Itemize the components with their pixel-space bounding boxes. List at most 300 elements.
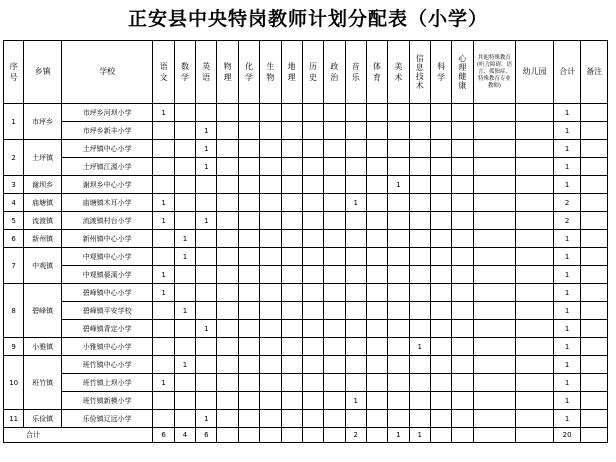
allocation-table <box>3 40 608 443</box>
count-cell <box>473 302 516 320</box>
count-cell <box>238 176 259 194</box>
count-cell <box>153 176 174 194</box>
count-cell: 1 <box>553 104 580 122</box>
count-cell <box>516 176 554 194</box>
count-cell <box>281 104 302 122</box>
table-row <box>4 392 608 410</box>
school-cell: 小雅镇中心小学 <box>61 338 153 356</box>
total-cell: 1 <box>409 428 430 443</box>
count-cell: 1 <box>553 320 580 338</box>
school-cell: 土坪镇江源小学 <box>61 158 153 176</box>
town-cell: 乐俭镇 <box>24 410 62 428</box>
count-cell <box>260 374 281 392</box>
count-cell <box>516 104 554 122</box>
count-cell <box>516 302 554 320</box>
count-cell <box>473 230 516 248</box>
count-cell <box>238 104 259 122</box>
count-cell <box>409 140 430 158</box>
count-cell <box>281 176 302 194</box>
count-cell <box>409 356 430 374</box>
count-cell <box>281 284 302 302</box>
count-cell <box>366 266 387 284</box>
table-row <box>4 284 608 302</box>
count-cell <box>366 194 387 212</box>
count-cell <box>238 338 259 356</box>
count-cell <box>388 194 409 212</box>
count-cell <box>473 194 516 212</box>
table-row <box>4 230 608 248</box>
count-cell <box>217 212 238 230</box>
table-row <box>4 212 608 230</box>
count-cell <box>452 410 473 428</box>
count-cell <box>153 230 174 248</box>
count-cell <box>388 320 409 338</box>
count-cell <box>581 320 608 338</box>
count-cell <box>473 140 516 158</box>
count-cell: 1 <box>409 338 430 356</box>
count-cell <box>409 392 430 410</box>
count-cell <box>473 248 516 266</box>
count-cell <box>174 374 195 392</box>
count-cell <box>174 284 195 302</box>
count-cell <box>153 320 174 338</box>
count-cell <box>388 410 409 428</box>
town-cell: 谢坝乡 <box>24 176 62 194</box>
total-cell: 6 <box>196 428 217 443</box>
count-cell <box>430 320 451 338</box>
count-cell <box>388 104 409 122</box>
total-cell: 20 <box>553 428 580 443</box>
count-cell: 1 <box>174 302 195 320</box>
count-cell <box>516 248 554 266</box>
count-cell <box>238 230 259 248</box>
school-cell: 流渡镇村台小学 <box>61 212 153 230</box>
count-cell <box>217 140 238 158</box>
total-cell <box>260 428 281 443</box>
count-cell <box>345 284 366 302</box>
count-cell <box>302 374 323 392</box>
count-cell <box>324 230 345 248</box>
count-cell <box>345 410 366 428</box>
count-cell <box>196 104 217 122</box>
count-cell <box>153 302 174 320</box>
count-cell <box>260 284 281 302</box>
count-cell <box>366 104 387 122</box>
school-cell: 市坪乡新丰小学 <box>61 122 153 140</box>
school-cell: 碧峰镇青定小学 <box>61 320 153 338</box>
count-cell <box>302 356 323 374</box>
count-cell <box>409 410 430 428</box>
seq-cell: 1 <box>4 104 24 140</box>
total-row <box>4 428 608 443</box>
count-cell <box>174 158 195 176</box>
count-cell <box>388 338 409 356</box>
count-cell <box>452 266 473 284</box>
count-cell <box>452 122 473 140</box>
table-row <box>4 248 608 266</box>
seq-cell: 6 <box>4 230 24 248</box>
school-cell: 碧峰镇中心小学 <box>61 284 153 302</box>
header-subject: 化学 <box>238 41 259 104</box>
count-cell <box>452 374 473 392</box>
count-cell <box>153 338 174 356</box>
count-cell <box>581 302 608 320</box>
count-cell <box>345 104 366 122</box>
count-cell: 1 <box>553 140 580 158</box>
table-row <box>4 194 608 212</box>
count-cell <box>366 212 387 230</box>
header-remark: 备注 <box>581 41 608 104</box>
count-cell <box>238 122 259 140</box>
header-subject: 语文 <box>153 41 174 104</box>
count-cell <box>430 140 451 158</box>
count-cell <box>260 230 281 248</box>
total-cell <box>516 428 554 443</box>
count-cell <box>452 194 473 212</box>
table-row <box>4 176 608 194</box>
seq-cell: 4 <box>4 194 24 212</box>
count-cell <box>452 302 473 320</box>
count-cell <box>581 230 608 248</box>
count-cell <box>581 284 608 302</box>
count-cell <box>430 122 451 140</box>
count-cell <box>388 266 409 284</box>
count-cell: 1 <box>553 392 580 410</box>
count-cell: 1 <box>153 266 174 284</box>
count-cell: 1 <box>553 230 580 248</box>
count-cell <box>409 158 430 176</box>
count-cell <box>217 194 238 212</box>
school-cell: 班竹镇上坝小学 <box>61 374 153 392</box>
count-cell <box>581 338 608 356</box>
count-cell <box>217 248 238 266</box>
count-cell <box>238 392 259 410</box>
count-cell <box>452 176 473 194</box>
count-cell <box>260 266 281 284</box>
school-cell: 市坪乡河坝小学 <box>61 104 153 122</box>
header-subject: 历史 <box>302 41 323 104</box>
total-label: 合计 <box>4 428 153 443</box>
count-cell <box>238 140 259 158</box>
header-kindergarten: 幼儿园 <box>516 41 554 104</box>
header-subject: 信息技术 <box>409 41 430 104</box>
count-cell: 1 <box>196 410 217 428</box>
count-cell <box>324 284 345 302</box>
count-cell: 1 <box>553 338 580 356</box>
count-cell <box>516 356 554 374</box>
total-cell <box>581 428 608 443</box>
total-cell <box>430 428 451 443</box>
count-cell <box>324 158 345 176</box>
count-cell <box>238 248 259 266</box>
count-cell <box>452 158 473 176</box>
count-cell <box>581 392 608 410</box>
header-subject: 美术 <box>388 41 409 104</box>
count-cell <box>366 230 387 248</box>
count-cell <box>452 392 473 410</box>
table-row <box>4 320 608 338</box>
count-cell <box>581 212 608 230</box>
count-cell <box>238 356 259 374</box>
count-cell: 1 <box>553 122 580 140</box>
total-cell: 1 <box>388 428 409 443</box>
count-cell <box>388 140 409 158</box>
count-cell <box>473 392 516 410</box>
school-cell: 碧峰镇平安学校 <box>61 302 153 320</box>
count-cell <box>366 320 387 338</box>
count-cell: 1 <box>553 158 580 176</box>
count-cell <box>516 320 554 338</box>
count-cell <box>238 194 259 212</box>
count-cell <box>324 266 345 284</box>
count-cell <box>302 302 323 320</box>
count-cell <box>174 140 195 158</box>
school-cell: 庙塘镇木耳小学 <box>61 194 153 212</box>
count-cell <box>217 356 238 374</box>
count-cell: 1 <box>553 410 580 428</box>
header-subject: 生物 <box>260 41 281 104</box>
count-cell <box>153 410 174 428</box>
count-cell <box>388 230 409 248</box>
school-cell: 中观镇中心小学 <box>61 248 153 266</box>
count-cell <box>430 104 451 122</box>
count-cell <box>516 374 554 392</box>
count-cell <box>281 194 302 212</box>
count-cell <box>238 284 259 302</box>
count-cell <box>452 248 473 266</box>
count-cell <box>217 302 238 320</box>
count-cell <box>581 176 608 194</box>
count-cell <box>452 338 473 356</box>
count-cell <box>409 212 430 230</box>
count-cell <box>581 122 608 140</box>
count-cell <box>430 410 451 428</box>
count-cell: 1 <box>553 374 580 392</box>
table-row <box>4 302 608 320</box>
count-cell <box>281 410 302 428</box>
count-cell <box>260 122 281 140</box>
header-subject: 物理 <box>217 41 238 104</box>
count-cell <box>345 266 366 284</box>
count-cell <box>281 230 302 248</box>
header-subject: 数学 <box>174 41 195 104</box>
count-cell <box>217 176 238 194</box>
count-cell <box>366 122 387 140</box>
count-cell <box>345 230 366 248</box>
count-cell <box>366 140 387 158</box>
count-cell <box>581 194 608 212</box>
count-cell <box>238 212 259 230</box>
count-cell <box>153 356 174 374</box>
count-cell <box>452 212 473 230</box>
count-cell <box>174 392 195 410</box>
count-cell <box>324 320 345 338</box>
header-subject: 地理 <box>281 41 302 104</box>
count-cell <box>196 266 217 284</box>
town-cell: 市坪乡 <box>24 104 62 140</box>
header-school: 学校 <box>61 41 153 104</box>
count-cell <box>388 122 409 140</box>
count-cell <box>345 140 366 158</box>
count-cell <box>302 338 323 356</box>
count-cell <box>153 122 174 140</box>
count-cell <box>260 158 281 176</box>
total-cell: 6 <box>153 428 174 443</box>
count-cell: 1 <box>345 194 366 212</box>
count-cell <box>473 338 516 356</box>
count-cell <box>153 140 174 158</box>
count-cell <box>473 176 516 194</box>
count-cell <box>281 356 302 374</box>
count-cell <box>174 176 195 194</box>
count-cell <box>516 230 554 248</box>
count-cell <box>174 194 195 212</box>
count-cell <box>217 122 238 140</box>
count-cell <box>409 320 430 338</box>
count-cell <box>302 230 323 248</box>
count-cell <box>238 302 259 320</box>
count-cell <box>196 392 217 410</box>
table-row <box>4 158 608 176</box>
header-subject: 英语 <box>196 41 217 104</box>
count-cell <box>430 230 451 248</box>
count-cell <box>260 194 281 212</box>
count-cell <box>366 176 387 194</box>
total-cell <box>238 428 259 443</box>
count-cell <box>260 338 281 356</box>
count-cell <box>581 140 608 158</box>
count-cell <box>430 176 451 194</box>
count-cell <box>174 410 195 428</box>
count-cell <box>302 266 323 284</box>
count-cell <box>302 410 323 428</box>
count-cell: 1 <box>553 176 580 194</box>
count-cell <box>409 284 430 302</box>
total-cell <box>452 428 473 443</box>
count-cell: 1 <box>553 356 580 374</box>
count-cell <box>302 320 323 338</box>
count-cell <box>516 140 554 158</box>
count-cell <box>366 410 387 428</box>
count-cell <box>324 392 345 410</box>
town-cell: 班竹镇 <box>24 356 62 410</box>
count-cell <box>366 356 387 374</box>
count-cell <box>430 302 451 320</box>
total-cell <box>366 428 387 443</box>
count-cell <box>473 212 516 230</box>
count-cell <box>302 284 323 302</box>
count-cell <box>409 122 430 140</box>
count-cell <box>581 410 608 428</box>
count-cell <box>302 104 323 122</box>
count-cell <box>281 122 302 140</box>
count-cell <box>302 212 323 230</box>
count-cell <box>217 230 238 248</box>
count-cell <box>516 212 554 230</box>
header-subject: 政治 <box>324 41 345 104</box>
seq-cell: 5 <box>4 212 24 230</box>
count-cell <box>409 104 430 122</box>
seq-cell: 3 <box>4 176 24 194</box>
count-cell <box>581 104 608 122</box>
table-row <box>4 122 608 140</box>
count-cell <box>196 176 217 194</box>
total-cell <box>281 428 302 443</box>
count-cell: 1 <box>153 212 174 230</box>
count-cell <box>345 248 366 266</box>
header-subject: 心理健康 <box>452 41 473 104</box>
count-cell: 1 <box>196 158 217 176</box>
school-cell: 中观镇晏溪小学 <box>61 266 153 284</box>
school-cell: 谢坝乡中心小学 <box>61 176 153 194</box>
count-cell <box>260 140 281 158</box>
school-cell: 班竹镇新模小学 <box>61 392 153 410</box>
count-cell <box>516 158 554 176</box>
count-cell <box>302 122 323 140</box>
count-cell <box>452 140 473 158</box>
count-cell <box>516 410 554 428</box>
count-cell <box>217 392 238 410</box>
header-subject: 音乐 <box>345 41 366 104</box>
total-cell <box>302 428 323 443</box>
count-cell <box>260 392 281 410</box>
seq-cell: 7 <box>4 248 24 284</box>
count-cell <box>196 194 217 212</box>
count-cell <box>196 302 217 320</box>
town-cell: 庙塘镇 <box>24 194 62 212</box>
count-cell <box>217 266 238 284</box>
count-cell <box>238 266 259 284</box>
count-cell <box>430 248 451 266</box>
count-cell <box>260 302 281 320</box>
header-town: 乡镇 <box>24 41 62 104</box>
seq-cell: 2 <box>4 140 24 176</box>
seq-cell: 9 <box>4 338 24 356</box>
table-row <box>4 410 608 428</box>
count-cell <box>281 212 302 230</box>
count-cell <box>281 140 302 158</box>
count-cell <box>238 410 259 428</box>
count-cell <box>345 320 366 338</box>
count-cell <box>324 338 345 356</box>
count-cell <box>302 248 323 266</box>
count-cell <box>281 374 302 392</box>
count-cell <box>473 374 516 392</box>
count-cell <box>430 212 451 230</box>
count-cell <box>217 320 238 338</box>
town-cell: 碧峰镇 <box>24 284 62 338</box>
count-cell <box>217 374 238 392</box>
count-cell <box>430 266 451 284</box>
count-cell <box>409 248 430 266</box>
count-cell <box>581 356 608 374</box>
count-cell <box>238 374 259 392</box>
count-cell: 1 <box>196 212 217 230</box>
header-subject: 体育 <box>366 41 387 104</box>
count-cell <box>581 248 608 266</box>
count-cell <box>324 122 345 140</box>
count-cell <box>281 392 302 410</box>
count-cell <box>430 392 451 410</box>
table-row <box>4 356 608 374</box>
count-cell <box>174 320 195 338</box>
count-cell <box>409 230 430 248</box>
total-cell: 4 <box>174 428 195 443</box>
count-cell: 1 <box>153 374 174 392</box>
header-other: 其他特殊教育(听力障碍、语言、孤独症、特殊教育专业教师) <box>473 41 516 104</box>
count-cell: 1 <box>196 320 217 338</box>
count-cell <box>452 356 473 374</box>
